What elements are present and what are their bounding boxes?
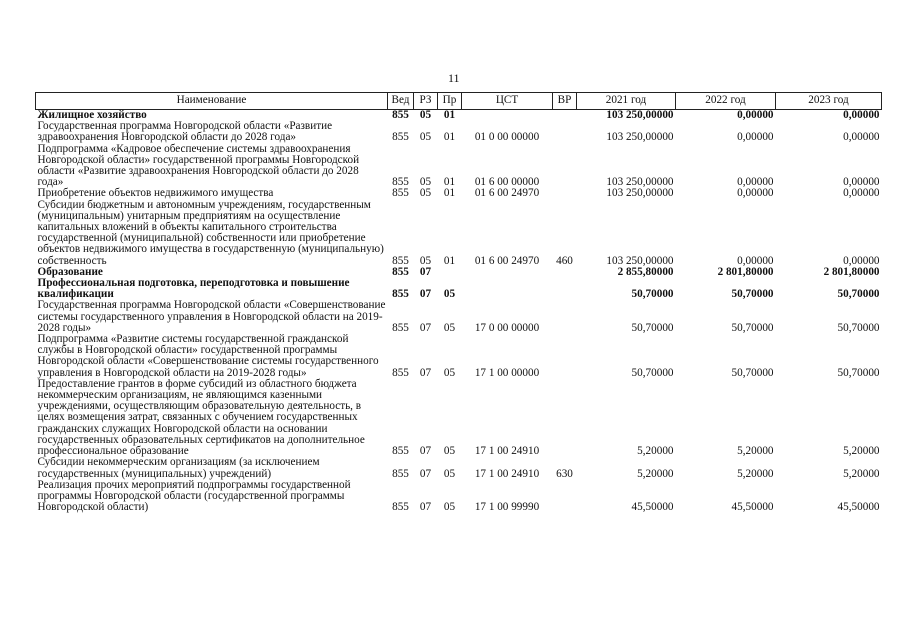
cell-y2021: 103 250,00000 — [606, 187, 674, 200]
cell-ved: 855 — [392, 109, 409, 121]
cell-name: Субсидии бюджетным и автономным учреждениям, государственным (муниципальным) унитарным предприятиям на осуществление капитальных вложений в объекты капитального строительства государственной (муниципальной) собственности или приобретение объектов недвижимого имущества в государственную (муниципальную) собственность — [37, 198, 384, 267]
cell-rz: 05 — [419, 176, 432, 189]
cell-y2022: 0,00000 — [737, 176, 774, 189]
col-header-ved: Вед — [388, 93, 414, 110]
cell-cst: 01 6 00 24970 — [474, 254, 540, 267]
cell-rz: 07 — [419, 265, 432, 278]
cell-vr — [553, 188, 577, 199]
cell-y2021: 5,20000 — [637, 467, 674, 480]
cell-y2022: 0,00000 — [737, 187, 774, 200]
cell-cst: 17 1 00 00000 — [474, 366, 540, 379]
cell-y2022: 50,70000 — [731, 366, 774, 379]
cell-y2023: 0,00000 — [843, 131, 880, 144]
cell-y2021: 103 250,00000 — [606, 109, 674, 121]
cell-pr: 05 — [443, 288, 456, 301]
col-header-2023: 2023 год — [776, 93, 882, 110]
cell-pr: 01 — [443, 187, 456, 200]
cell-y2021: 50,70000 — [631, 321, 674, 334]
table-row — [36, 379, 882, 457]
cell-rz: 05 — [419, 109, 432, 121]
cell-vr — [553, 110, 577, 122]
cell-vr — [553, 480, 577, 514]
cell-rz: 07 — [419, 467, 432, 480]
cell-rz: 05 — [419, 131, 432, 144]
cell-y2022: 0,00000 — [737, 131, 774, 144]
table-body — [36, 110, 882, 514]
cell-ved: 855 — [392, 467, 409, 480]
table-header-row — [36, 93, 882, 110]
cell-vr — [553, 267, 577, 278]
cell-ved: 855 — [392, 254, 409, 267]
cell-pr — [438, 267, 462, 278]
table-row — [36, 457, 882, 479]
cell-pr: 05 — [443, 366, 456, 379]
cell-vr — [553, 379, 577, 457]
cell-y2021: 5,20000 — [637, 445, 674, 458]
cell-cst — [462, 267, 553, 278]
cell-y2023: 50,70000 — [837, 321, 880, 334]
cell-ved: 855 — [392, 501, 409, 514]
col-header-2021: 2021 год — [577, 93, 676, 110]
cell-y2022: 0,00000 — [737, 109, 774, 121]
budget-table — [35, 92, 882, 513]
col-header-vr: ВР — [553, 93, 577, 110]
col-header-rz: РЗ — [414, 93, 438, 110]
cell-y2022: 2 801,80000 — [717, 265, 774, 278]
cell-ved: 855 — [392, 366, 409, 379]
table-row — [36, 278, 882, 300]
cell-pr: 01 — [443, 254, 456, 267]
cell-name: Реализация прочих мероприятий подпрограммы государственной программы Новгородской области (государственной программы Новгородской области) — [37, 478, 351, 514]
cell-y2023: 5,20000 — [843, 445, 880, 458]
cell-y2023: 0,00000 — [843, 187, 880, 200]
col-header-pr: Пр — [438, 93, 462, 110]
cell-cst: 01 6 00 00000 — [474, 176, 540, 189]
cell-pr: 05 — [443, 501, 456, 514]
cell-name: Профессиональная подготовка, переподготовка и повышение квалификации — [37, 277, 350, 301]
cell-name: Субсидии некоммерческим организациям (за исключением государственных (муниципальных) учреждений) — [37, 456, 320, 480]
table-row — [36, 200, 882, 267]
table-row — [36, 300, 882, 334]
table-row — [36, 480, 882, 514]
cell-cst: 01 6 00 24970 — [474, 187, 540, 200]
cell-ved: 855 — [392, 187, 409, 200]
cell-ved: 855 — [392, 288, 409, 301]
table-row — [36, 144, 882, 189]
cell-pr: 01 — [443, 131, 456, 144]
cell-rz: 05 — [419, 254, 432, 267]
cell-name: Государственная программа Новгородской области «Развитие здравоохранения Новгородской области до 2028 года» — [37, 120, 333, 144]
cell-y2021: 50,70000 — [631, 288, 674, 301]
cell-y2022: 50,70000 — [731, 321, 774, 334]
cell-ved: 855 — [392, 265, 409, 278]
cell-y2023: 45,50000 — [837, 501, 880, 514]
cell-y2021: 45,50000 — [631, 501, 674, 514]
cell-vr — [553, 144, 577, 189]
cell-cst: 17 1 00 99990 — [474, 501, 540, 514]
cell-rz: 07 — [419, 288, 432, 301]
cell-y2022: 45,50000 — [731, 501, 774, 514]
cell-vr — [553, 121, 577, 143]
cell-ved: 855 — [392, 445, 409, 458]
cell-cst: 17 1 00 24910 — [474, 445, 540, 458]
cell-cst: 17 0 00 00000 — [474, 321, 540, 334]
cell-rz: 07 — [419, 501, 432, 514]
table-row — [36, 121, 882, 143]
cell-pr: 05 — [443, 445, 456, 458]
cell-ved: 855 — [392, 321, 409, 334]
cell-name: Государственная программа Новгородской области «Совершенствование системы государственного управления в Новгородской области на 2019-2028 годы» — [37, 299, 386, 334]
cell-y2022: 50,70000 — [731, 288, 774, 301]
cell-rz: 05 — [419, 187, 432, 200]
cell-name: Предоставление грантов в форме субсидий из областного бюджета некоммерческим организациям, не являющимся казенными учреждениями, осуществляющим образовательную деятельность, в целях возмещения затрат, связанных с обучением государственных гражданских служащих Новгородской области на основании государственных образовательных сертификатов на дополнительное профессиональное образование — [37, 377, 365, 458]
col-header-2022: 2022 год — [676, 93, 776, 110]
col-header-cst: ЦСТ — [462, 93, 553, 110]
cell-pr: 01 — [443, 109, 456, 121]
cell-y2022: 0,00000 — [737, 254, 774, 267]
cell-vr: 630 — [556, 467, 573, 480]
cell-y2021: 103 250,00000 — [606, 254, 674, 267]
cell-y2023: 0,00000 — [843, 176, 880, 189]
cell-y2023: 2 801,80000 — [823, 265, 880, 278]
cell-pr: 05 — [443, 321, 456, 334]
cell-vr — [553, 334, 577, 379]
cell-cst: 01 0 00 00000 — [474, 131, 540, 144]
cell-y2022: 5,20000 — [737, 445, 774, 458]
table-row — [36, 188, 882, 199]
cell-cst — [462, 278, 553, 300]
cell-name: Жилищное хозяйство — [37, 109, 147, 121]
cell-y2023: 5,20000 — [843, 467, 880, 480]
cell-y2023: 50,70000 — [837, 288, 880, 301]
cell-y2023: 50,70000 — [837, 366, 880, 379]
cell-y2021: 103 250,00000 — [606, 131, 674, 144]
cell-y2022: 5,20000 — [737, 467, 774, 480]
cell-name: Образование — [37, 265, 103, 278]
cell-ved: 855 — [392, 176, 409, 189]
cell-name: Подпрограмма «Развитие системы государственной гражданской службы в Новгородской области» государственной программы Новгородской области «Совершенствование системы государственного управления в Новгородской области на 2019-2028 годы» — [37, 333, 379, 379]
cell-name: Подпрограмма «Кадровое обеспечение системы здравоохранения Новгородской области» государственной программы Новгородской области «Развитие здравоохранения Новгородской области до 2028 года» — [37, 142, 360, 189]
cell-y2021: 103 250,00000 — [606, 176, 674, 189]
cell-rz: 07 — [419, 321, 432, 334]
cell-name: Приобретение объектов недвижимого имущества — [37, 187, 274, 200]
cell-ved: 855 — [392, 131, 409, 144]
cell-rz: 07 — [419, 366, 432, 379]
cell-cst: 17 1 00 24910 — [474, 467, 540, 480]
col-header-name: Наименование — [36, 93, 388, 110]
cell-vr — [553, 300, 577, 334]
cell-y2021: 50,70000 — [631, 366, 674, 379]
cell-y2021: 2 855,80000 — [617, 265, 674, 278]
table-row — [36, 334, 882, 379]
cell-rz: 07 — [419, 445, 432, 458]
cell-vr — [553, 278, 577, 300]
page-number: 11 — [448, 71, 460, 85]
cell-pr: 01 — [443, 176, 456, 189]
cell-vr: 460 — [556, 254, 573, 267]
cell-y2023: 0,00000 — [843, 254, 880, 267]
cell-cst — [462, 110, 553, 122]
cell-y2023: 0,00000 — [843, 109, 880, 121]
cell-pr: 05 — [443, 467, 456, 480]
